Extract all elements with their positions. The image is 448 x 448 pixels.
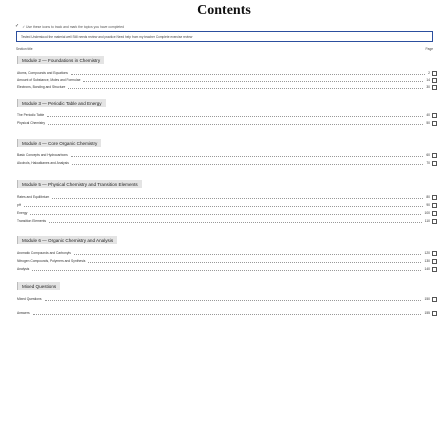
leader-dots <box>30 214 421 215</box>
leader-dots <box>71 74 425 75</box>
page-title: Contents <box>197 3 251 18</box>
instruction-line <box>15 24 435 29</box>
toc-row-title: Atoms, Compounds and Equations <box>17 71 68 75</box>
checkbox[interactable] <box>432 153 437 158</box>
checkbox[interactable] <box>432 211 437 216</box>
toc-row-title: Electrons, Bonding and Structure <box>17 85 66 89</box>
leader-dots <box>71 156 424 157</box>
leader-dots <box>32 270 421 271</box>
toc-row-title: Rates and Equilibrium <box>17 195 50 199</box>
leader-dots <box>68 88 423 89</box>
leader-dots <box>52 198 423 199</box>
toc-row[interactable] <box>17 112 437 118</box>
toc-row-title: Mixed Questions <box>17 297 42 301</box>
toc-row-title: Transition Elements <box>17 219 47 223</box>
checkbox[interactable] <box>432 195 437 200</box>
checkbox[interactable] <box>432 251 437 256</box>
toc-row[interactable] <box>17 70 437 76</box>
leader-dots <box>88 262 421 263</box>
toc-row-title: Nitrogen Compounds, Polymers and Synthesis <box>17 259 86 263</box>
toc-row-page: 90 <box>426 203 430 207</box>
checkbox[interactable] <box>432 297 437 302</box>
toc-row-page: 60 <box>426 153 430 157</box>
leader-dots <box>45 300 422 301</box>
toc-row-title: Energy <box>17 211 28 215</box>
toc-row-page: 40 <box>426 113 430 117</box>
toc-row-title: Physical Chemistry <box>17 121 46 125</box>
leader-dots <box>47 116 423 117</box>
checkbox[interactable] <box>432 121 437 126</box>
toc-row[interactable] <box>17 250 437 256</box>
toc-row[interactable] <box>17 77 437 83</box>
toc-row[interactable] <box>17 152 437 158</box>
legend-box <box>16 31 433 42</box>
toc-row[interactable] <box>17 194 437 200</box>
column-header <box>16 46 433 52</box>
toc-row-title: Answers <box>17 311 30 315</box>
toc-row[interactable] <box>17 210 437 216</box>
toc-row[interactable] <box>17 310 437 316</box>
checkbox[interactable] <box>432 113 437 118</box>
module-header: Module 2 — Foundations in Chemistry <box>17 56 104 64</box>
toc-row[interactable] <box>17 202 437 208</box>
module-header: Module 3 — Periodic Table and Energy <box>17 99 106 107</box>
checkbox[interactable] <box>432 161 437 166</box>
toc-row[interactable] <box>17 120 437 126</box>
checkbox[interactable] <box>432 219 437 224</box>
checkmark-icon: ✓ <box>15 24 20 29</box>
leader-dots <box>74 254 422 255</box>
toc-row[interactable] <box>17 160 437 166</box>
toc-row-title: Analysis <box>17 267 30 271</box>
leader-dots <box>83 81 423 82</box>
toc-row-page: 140 <box>424 267 430 271</box>
checkbox[interactable] <box>432 267 437 272</box>
legend-text: Tested Understood the material well Still needs review and practice Need help from my teacher Complete exercise review <box>21 34 193 39</box>
leader-dots <box>72 164 423 165</box>
toc-row-title: Aromatic Compounds and Carbonyls <box>17 251 71 255</box>
toc-row-page: 14 <box>426 78 430 82</box>
checkbox[interactable] <box>432 259 437 264</box>
checkbox[interactable] <box>432 78 437 83</box>
toc-row[interactable] <box>17 84 437 90</box>
leader-dots <box>33 314 422 315</box>
toc-row-page: 80 <box>426 195 430 199</box>
toc-row-page: 130 <box>424 259 430 263</box>
toc-row[interactable] <box>17 266 437 272</box>
checkbox[interactable] <box>432 203 437 208</box>
toc-row-title: Amount of Substance, Moles and Formulae <box>17 78 81 82</box>
toc-row-page: 2 <box>428 71 430 75</box>
toc-row-title: The Periodic Table <box>17 113 45 117</box>
toc-row[interactable] <box>17 258 437 264</box>
toc-row-page: 70 <box>426 161 430 165</box>
toc-row-title: Alcohols, Haloalkanes and Analysis <box>17 161 69 165</box>
instruction-text: ✓ Use these icons to track and mark the topics you have completed <box>22 24 124 29</box>
checkbox[interactable] <box>432 311 437 316</box>
toc-row-page: 120 <box>424 251 430 255</box>
toc-row-title: Basic Concepts and Hydrocarbons <box>17 153 68 157</box>
module-header: Module 5 — Physical Chemistry and Transition Elements <box>17 180 142 188</box>
toc-row-page: 50 <box>426 121 430 125</box>
column-header-right: Page <box>425 47 433 51</box>
toc-row[interactable] <box>17 296 437 302</box>
checkbox[interactable] <box>432 85 437 90</box>
toc-row-page: 155 <box>424 311 430 315</box>
leader-dots <box>48 124 423 125</box>
toc-row-page: 30 <box>426 85 430 89</box>
module-header: Module 6 — Organic Chemistry and Analysis <box>17 236 117 244</box>
column-header-left: Section title <box>16 47 33 51</box>
toc-row[interactable] <box>17 218 437 224</box>
toc-row-title: pH <box>17 203 22 207</box>
toc-row-page: 100 <box>424 211 430 215</box>
checkbox[interactable] <box>432 71 437 76</box>
toc-row-page: 110 <box>424 219 430 223</box>
module-header: Module 4 — Core Organic Chemistry <box>17 139 101 147</box>
leader-dots <box>24 206 423 207</box>
toc-row-page: 150 <box>424 297 430 301</box>
module-header: Mixed Questions <box>17 282 60 290</box>
leader-dots <box>49 222 422 223</box>
